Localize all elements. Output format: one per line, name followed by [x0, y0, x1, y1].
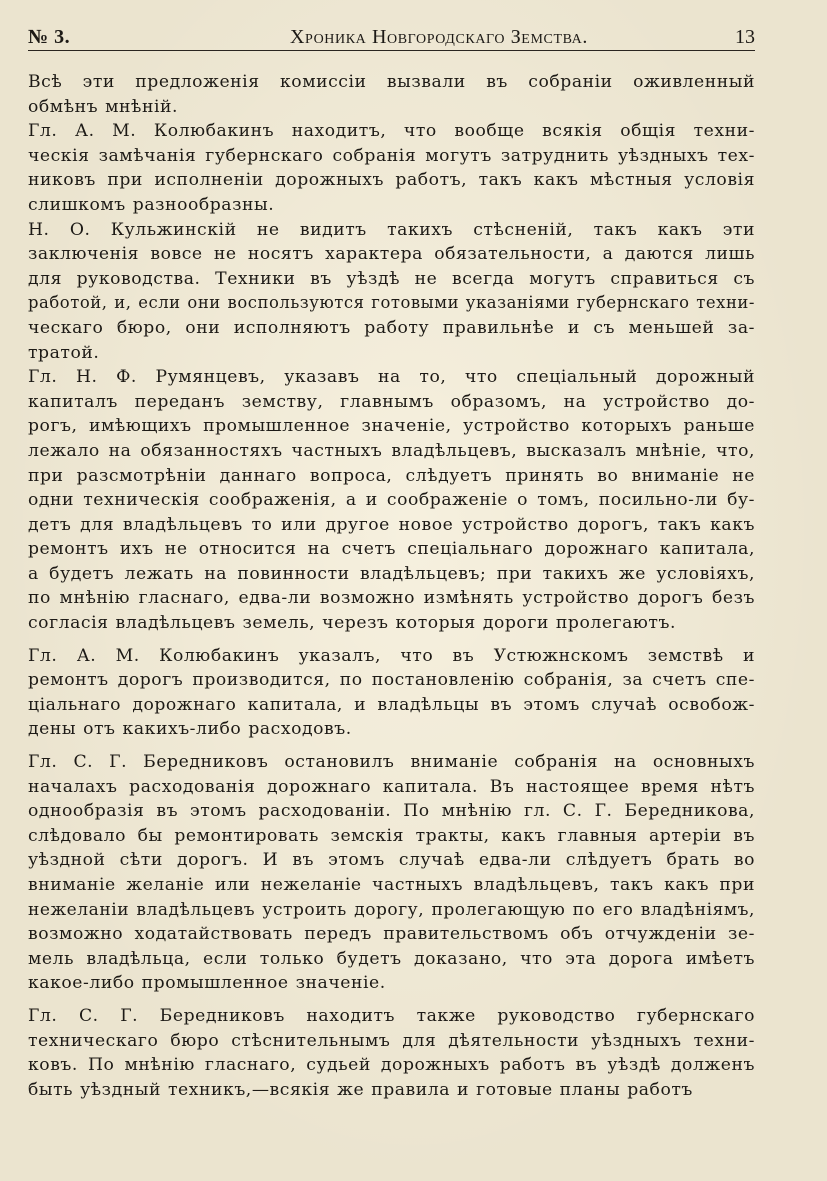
text-line: ческія замѣчанія губернскаго собранія могутъ затруднить уѣздныхъ тех-	[28, 145, 755, 166]
paragraph	[28, 750, 755, 996]
text-line: обмѣнъ мнѣній.	[28, 96, 179, 117]
text-line: быть уѣздный техникъ,—всякія же правила и готовые планы работъ	[28, 1079, 693, 1100]
text-line: Гл. А. М. Колюбакинъ указалъ, что въ Устюжнскомъ земствѣ и	[28, 645, 755, 666]
text-line: однообразія въ этомъ расходованіи. По мнѣнію гл. С. Г. Бередникова,	[28, 801, 755, 822]
text-line: Гл. А. М. Колюбакинъ находитъ, что вообще всякія общія техни-	[28, 121, 755, 142]
text-line: детъ для владѣльцевъ то или другое новое устройство дорогъ, такъ какъ	[28, 514, 755, 535]
text-line: нежеланіи владѣльцевъ устроить дорогу, пролегающую по его владѣніямъ,	[28, 899, 755, 920]
text-line: ремонтъ дорогъ производится, по постановленію собранія, за счетъ спе-	[28, 670, 755, 691]
text-line: Гл. С. Г. Бередниковъ находитъ также руководство губернскаго	[28, 1005, 755, 1026]
running-header	[28, 22, 755, 52]
text-line: уѣздной сѣти дорогъ. И въ этомъ случаѣ едва-ли слѣдуетъ брать во	[28, 850, 755, 871]
text-line: ціальнаго дорожнаго капитала, и владѣльцы въ этомъ случаѣ освобож-	[28, 694, 755, 715]
text-line: Всѣ эти предложенія комиссіи вызвали въ собраніи оживленный	[28, 72, 755, 92]
text-line: Н. О. Кульжинскій не видитъ такихъ стѣсненій, такъ какъ эти	[28, 219, 755, 240]
text-line: мель владѣльца, если только будетъ доказано, что эта дорога имѣетъ	[28, 948, 755, 969]
text-line: дены отъ какихъ-либо расходовъ.	[28, 719, 352, 740]
paragraph	[28, 365, 755, 636]
text-line: ковъ. По мнѣнію гласнаго, судьей дорожныхъ работъ въ уѣздѣ долженъ	[28, 1055, 755, 1076]
text-line: ремонтъ ихъ не относится на счетъ спеціальнаго дорожнаго капитала,	[28, 539, 755, 560]
text-line: для руководства. Техники въ уѣздѣ не всегда могутъ справиться съ	[28, 268, 755, 289]
body-text	[28, 70, 755, 1102]
text-line: тратой.	[28, 342, 100, 363]
text-line: по мнѣнію гласнаго, едва-ли возможно измѣнять устройство дорогъ безъ	[28, 588, 755, 609]
text-line: никовъ при исполненіи дорожныхъ работъ, такъ какъ мѣстныя условія	[28, 170, 755, 191]
text-line: а будетъ лежать на повинности владѣльцевъ; при такихъ же условіяхъ,	[28, 563, 755, 584]
paragraph	[28, 218, 755, 366]
header-rule	[28, 50, 755, 51]
text-line: капиталъ переданъ земству, главнымъ образомъ, на устройство до-	[28, 391, 755, 412]
journal-title: Хроника Новгородскаго Земства.	[290, 26, 588, 48]
page-number: 13	[735, 26, 755, 48]
text-line: ческаго бюро, они исполняютъ работу правильнѣе и съ меньшей за-	[28, 317, 755, 338]
issue-number: № 3.	[28, 26, 71, 48]
paragraph	[28, 644, 755, 742]
text-line: одни техническія соображенія, а и соображеніе о томъ, посильно-ли бу-	[28, 490, 755, 511]
text-line: слишкомъ разнообразны.	[28, 194, 275, 215]
text-line: при разсмотрѣніи даннаго вопроса, слѣдуетъ принять во вниманіе не	[28, 465, 755, 486]
text-line: началахъ расходованія дорожнаго капитала. Въ настоящее время нѣтъ	[28, 776, 755, 797]
text-line: заключенія вовсе не носятъ характера обязательности, а даются лишь	[28, 244, 755, 265]
text-line: слѣдовало бы ремонтировать земскія тракты, какъ главныя артеріи въ	[28, 825, 755, 846]
text-line: работой, и, если они воспользуются готовыми указаніями губернскаго техни-	[28, 293, 755, 313]
paragraph	[28, 70, 755, 119]
paragraph	[28, 1004, 755, 1102]
text-line: какое-либо промышленное значеніе.	[28, 973, 386, 994]
text-line: рогъ, имѣющихъ промышленное значеніе, устройство которыхъ раньше	[28, 416, 755, 437]
text-line: возможно ходатайствовать передъ правительствомъ объ отчужденіи зе-	[28, 924, 755, 945]
text-line: согласія владѣльцевъ земель, черезъ которыя дороги пролегаютъ.	[28, 613, 676, 634]
paragraph	[28, 119, 755, 217]
text-line: лежало на обязанностяхъ частныхъ владѣльцевъ, высказалъ мнѣніе, что,	[28, 440, 755, 461]
text-line: техническаго бюро стѣснительнымъ для дѣятельности уѣздныхъ техни-	[28, 1030, 755, 1051]
text-line: вниманіе желаніе или нежеланіе частныхъ владѣльцевъ, такъ какъ при	[28, 875, 755, 895]
text-line: Гл. С. Г. Бередниковъ остановилъ вниманіе собранія на основныхъ	[28, 752, 755, 773]
text-line: Гл. Н. Ф. Румянцевъ, указавъ на то, что спеціальный дорожный	[28, 367, 755, 388]
